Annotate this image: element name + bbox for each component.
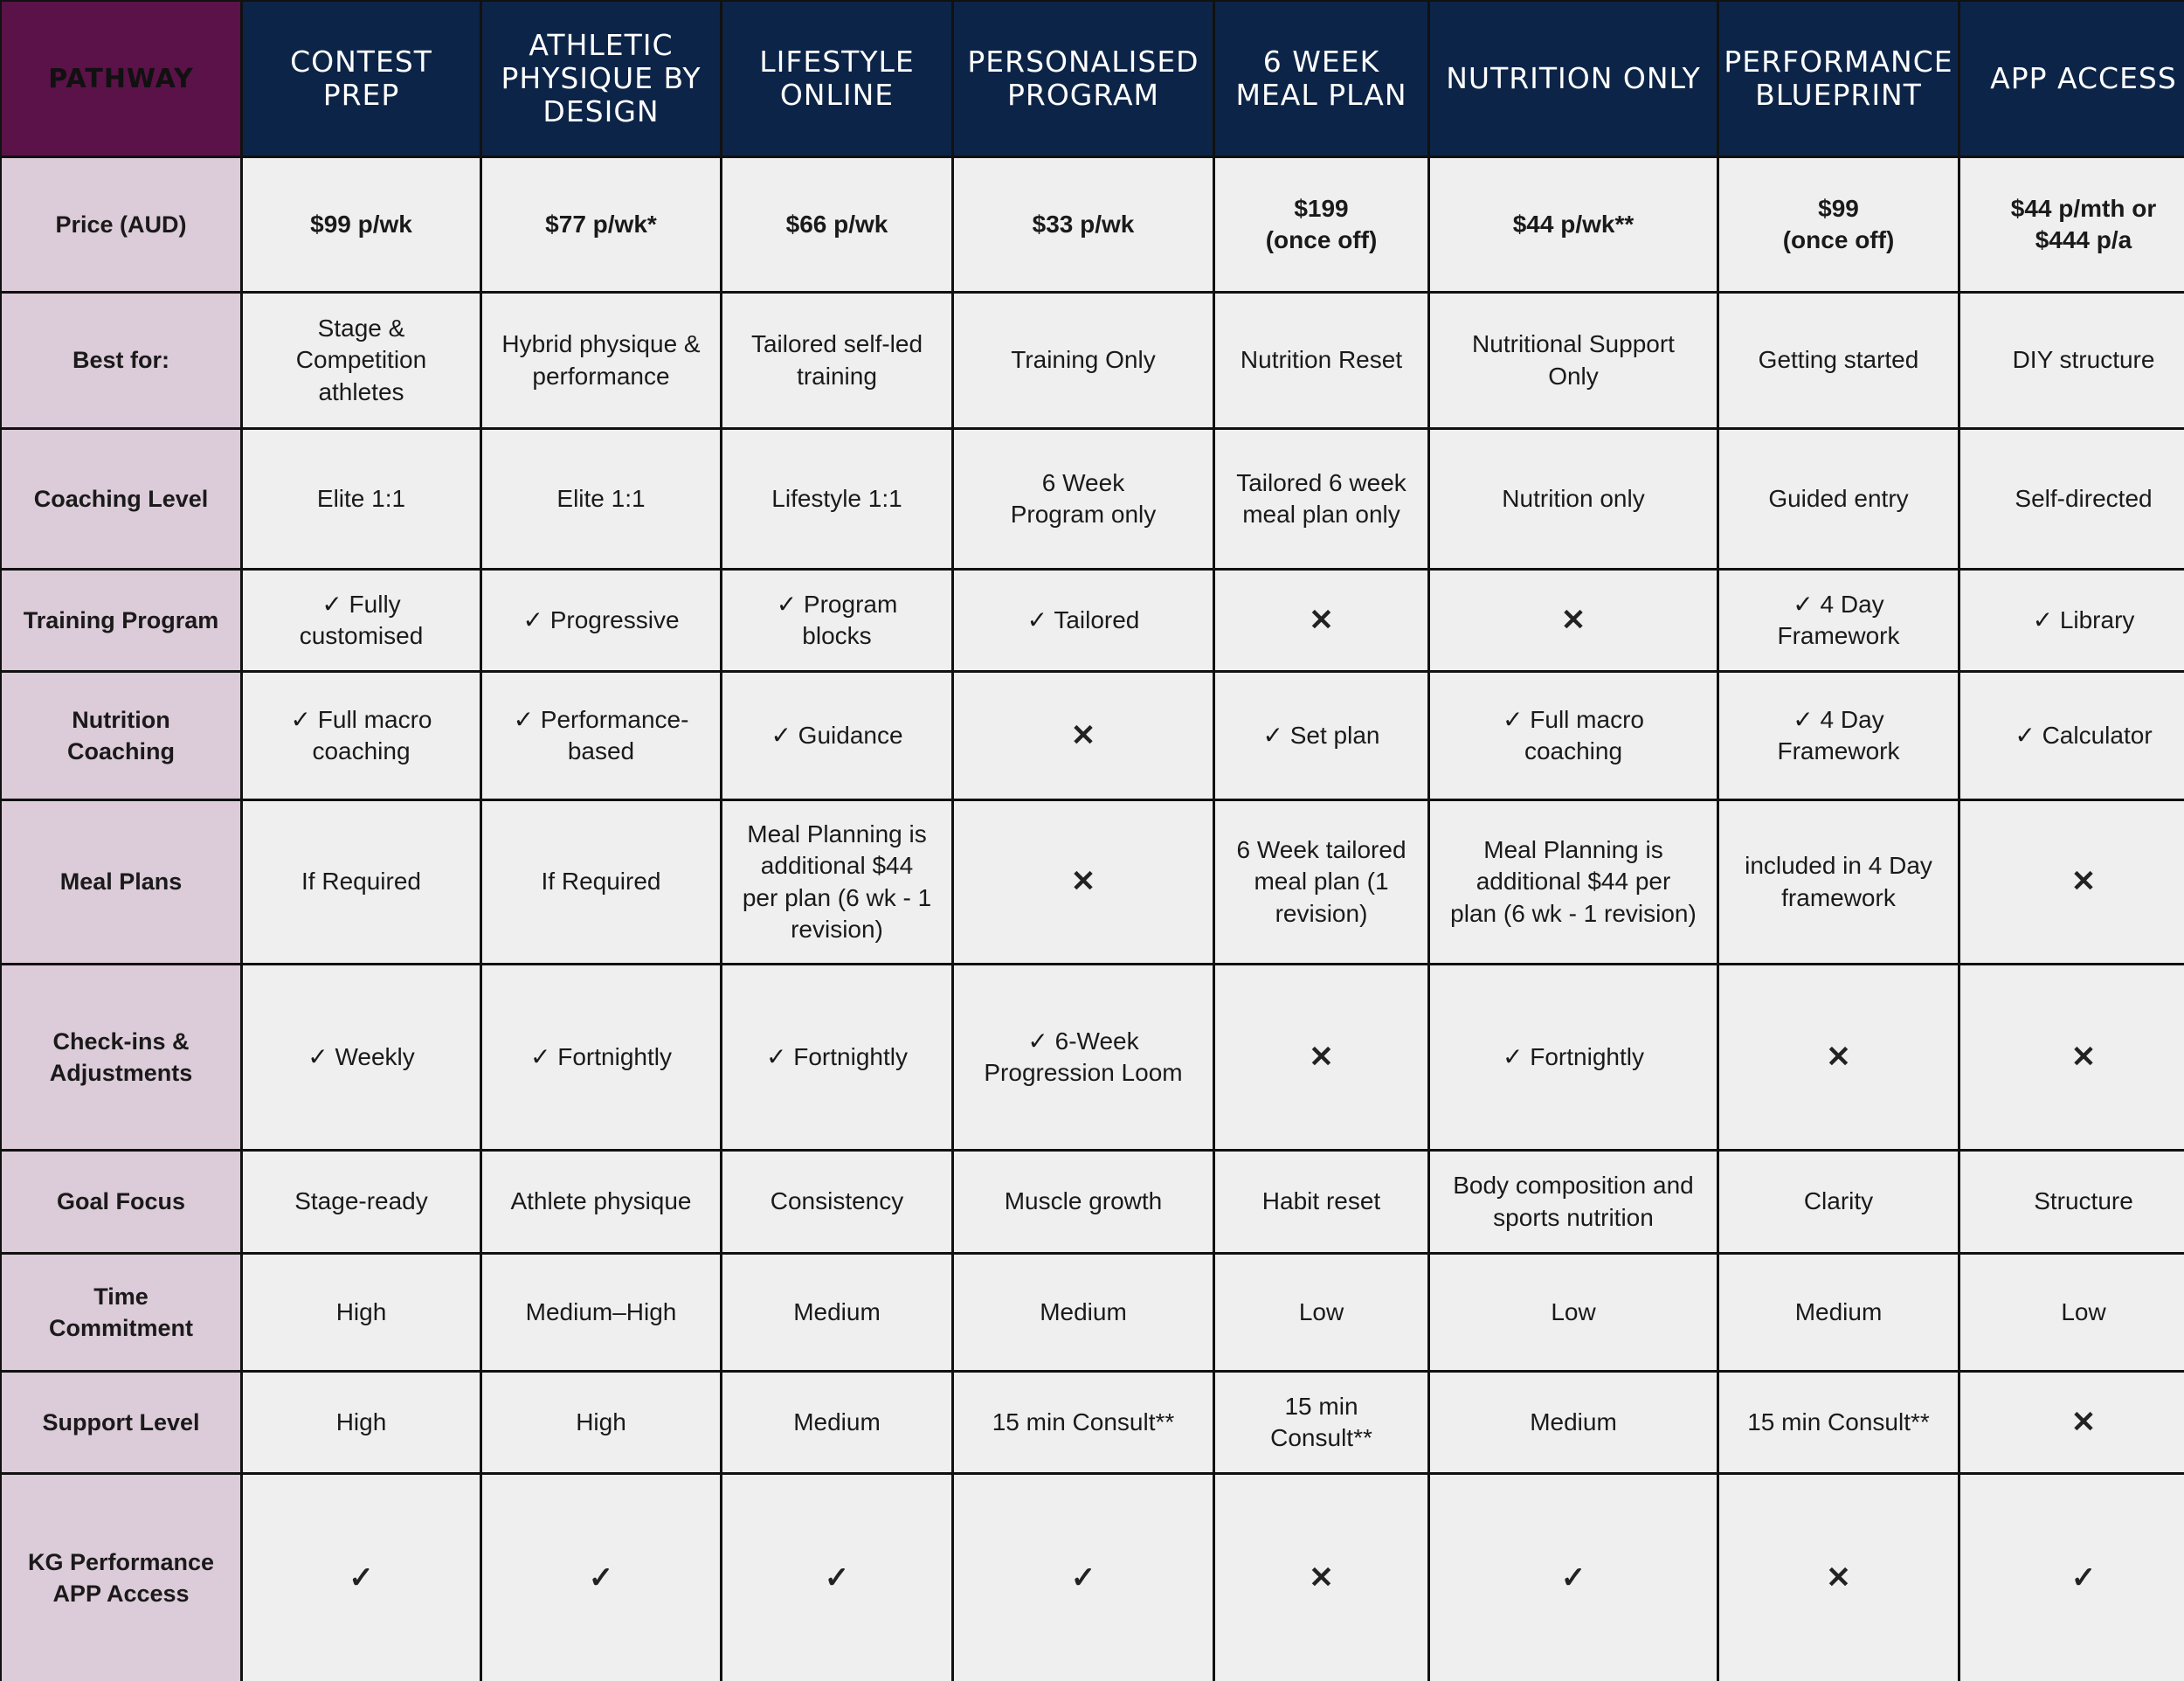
table-cell: Consistency	[722, 1152, 951, 1252]
table-cell: ✓ Full macro coaching	[1430, 673, 1717, 799]
row-label-training-program: Training Program	[2, 571, 240, 670]
table-cell: ✕	[1215, 1475, 1427, 1681]
table-cell: ✓ Set plan	[1215, 673, 1427, 799]
table-cell: Habit reset	[1215, 1152, 1427, 1252]
row-label-goal-focus: Goal Focus	[2, 1152, 240, 1252]
table-cell: DIY structure	[1960, 294, 2184, 427]
table-cell: $44 p/wk**	[1430, 158, 1717, 291]
table-cell: ✓ Progressive	[482, 571, 720, 670]
row-label-meal-plans: Meal Plans	[2, 801, 240, 963]
table-cell: Medium	[1430, 1373, 1717, 1472]
table-cell: Nutritional Support Only	[1430, 294, 1717, 427]
table-cell: $44 p/mth or $444 p/a	[1960, 158, 2184, 291]
table-cell: Nutrition only	[1430, 430, 1717, 568]
table-cell: ✓ Fortnightly	[482, 965, 720, 1149]
table-cell: Low	[1430, 1255, 1717, 1370]
table-cell: Medium	[722, 1373, 951, 1472]
row-label-best-for: Best for:	[2, 294, 240, 427]
table-cell: Training Only	[954, 294, 1213, 427]
table-cell: Stage-ready	[243, 1152, 480, 1252]
table-cell: 6 Week Program only	[954, 430, 1213, 568]
table-cell: If Required	[482, 801, 720, 963]
row-label-time-commitment: Time Commitment	[2, 1255, 240, 1370]
table-cell: If Required	[243, 801, 480, 963]
table-cell: Medium–High	[482, 1255, 720, 1370]
table-cell: ✓ Fortnightly	[1430, 965, 1717, 1149]
table-cell: $33 p/wk	[954, 158, 1213, 291]
table-cell: High	[243, 1255, 480, 1370]
table-cell: $66 p/wk	[722, 158, 951, 291]
table-cell: Tailored self-led training	[722, 294, 951, 427]
pathway-header-athletic-physique-by-design: ATHLETIC PHYSIQUE BY DESIGN	[482, 2, 720, 156]
table-cell: ✕	[954, 801, 1213, 963]
table-cell: Athlete physique	[482, 1152, 720, 1252]
table-cell: ✓ Performance- based	[482, 673, 720, 799]
table-cell: ✕	[1430, 571, 1717, 670]
table-cell: High	[482, 1373, 720, 1472]
table-cell: Meal Planning is additional $44 per plan (6 wk - 1 revision)	[1430, 801, 1717, 963]
row-label-check-ins-adjustments: Check-ins & Adjustments	[2, 965, 240, 1149]
pathway-header-nutrition-only: NUTRITION ONLY	[1430, 2, 1717, 156]
table-cell: Medium	[722, 1255, 951, 1370]
table-cell: Muscle growth	[954, 1152, 1213, 1252]
table-cell: ✓ Calculator	[1960, 673, 2184, 799]
row-label-coaching-level: Coaching Level	[2, 430, 240, 568]
table-cell: $199 (once off)	[1215, 158, 1427, 291]
table-cell: Clarity	[1719, 1152, 1958, 1252]
table-cell: Stage & Competition athletes	[243, 294, 480, 427]
table-cell: 6 Week tailored meal plan (1 revision)	[1215, 801, 1427, 963]
table-cell: ✓	[722, 1475, 951, 1681]
table-cell: ✕	[1719, 965, 1958, 1149]
table-cell: Medium	[954, 1255, 1213, 1370]
pathway-corner-label: PATHWAY	[2, 2, 240, 156]
table-cell: Medium	[1719, 1255, 1958, 1370]
table-cell: ✓ Tailored	[954, 571, 1213, 670]
table-cell: Meal Planning is additional $44 per plan (6 wk - 1 revision)	[722, 801, 951, 963]
table-cell: Hybrid physique & performance	[482, 294, 720, 427]
table-cell: ✓	[1960, 1475, 2184, 1681]
row-label-kg-performance-app-access: KG Performance APP Access	[2, 1475, 240, 1681]
pathway-header-performance-blueprint: PERFORMANCE BLUEPRINT	[1719, 2, 1958, 156]
pathway-header-app-access: APP ACCESS	[1960, 2, 2184, 156]
table-cell: Elite 1:1	[243, 430, 480, 568]
table-cell: ✓ Program blocks	[722, 571, 951, 670]
row-label-price-aud: Price (AUD)	[2, 158, 240, 291]
pathway-header-lifestyle-online: LIFESTYLE ONLINE	[722, 2, 951, 156]
table-cell: Tailored 6 week meal plan only	[1215, 430, 1427, 568]
table-cell: Guided entry	[1719, 430, 1958, 568]
table-cell: Structure	[1960, 1152, 2184, 1252]
table-cell: ✕	[1719, 1475, 1958, 1681]
table-cell: ✓	[1430, 1475, 1717, 1681]
table-cell: ✓	[482, 1475, 720, 1681]
table-cell: ✓	[243, 1475, 480, 1681]
table-cell: Body composition and sports nutrition	[1430, 1152, 1717, 1252]
table-cell: ✕	[1215, 571, 1427, 670]
table-cell: Elite 1:1	[482, 430, 720, 568]
table-cell: 15 min Consult**	[1719, 1373, 1958, 1472]
table-cell: ✓	[954, 1475, 1213, 1681]
table-cell: ✓ 4 Day Framework	[1719, 571, 1958, 670]
table-cell: ✕	[954, 673, 1213, 799]
table-cell: ✓ Full macro coaching	[243, 673, 480, 799]
table-cell: Low	[1960, 1255, 2184, 1370]
table-cell: ✓ 6-Week Progression Loom	[954, 965, 1213, 1149]
pathway-header-personalised-program: PERSONALISED PROGRAM	[954, 2, 1213, 156]
table-cell: ✓ Weekly	[243, 965, 480, 1149]
table-cell: Getting started	[1719, 294, 1958, 427]
pathway-header-6-week-meal-plan: 6 WEEK MEAL PLAN	[1215, 2, 1427, 156]
row-label-support-level: Support Level	[2, 1373, 240, 1472]
table-cell: $99 (once off)	[1719, 158, 1958, 291]
table-cell: ✓ Guidance	[722, 673, 951, 799]
row-label-nutrition-coaching: Nutrition Coaching	[2, 673, 240, 799]
table-cell: ✓ Fully customised	[243, 571, 480, 670]
table-cell: 15 min Consult**	[954, 1373, 1213, 1472]
table-cell: ✕	[1960, 965, 2184, 1149]
table-cell: Lifestyle 1:1	[722, 430, 951, 568]
table-cell: ✕	[1960, 801, 2184, 963]
table-cell: Nutrition Reset	[1215, 294, 1427, 427]
table-cell: ✕	[1960, 1373, 2184, 1472]
table-cell: $77 p/wk*	[482, 158, 720, 291]
table-cell: Low	[1215, 1255, 1427, 1370]
table-cell: ✓ Library	[1960, 571, 2184, 670]
table-cell: Self-directed	[1960, 430, 2184, 568]
table-cell: $99 p/wk	[243, 158, 480, 291]
table-cell: High	[243, 1373, 480, 1472]
table-cell: 15 min Consult**	[1215, 1373, 1427, 1472]
table-cell: ✕	[1215, 965, 1427, 1149]
table-cell: included in 4 Day framework	[1719, 801, 1958, 963]
table-cell: ✓ 4 Day Framework	[1719, 673, 1958, 799]
pathway-header-contest-prep: CONTEST PREP	[243, 2, 480, 156]
table-cell: ✓ Fortnightly	[722, 965, 951, 1149]
